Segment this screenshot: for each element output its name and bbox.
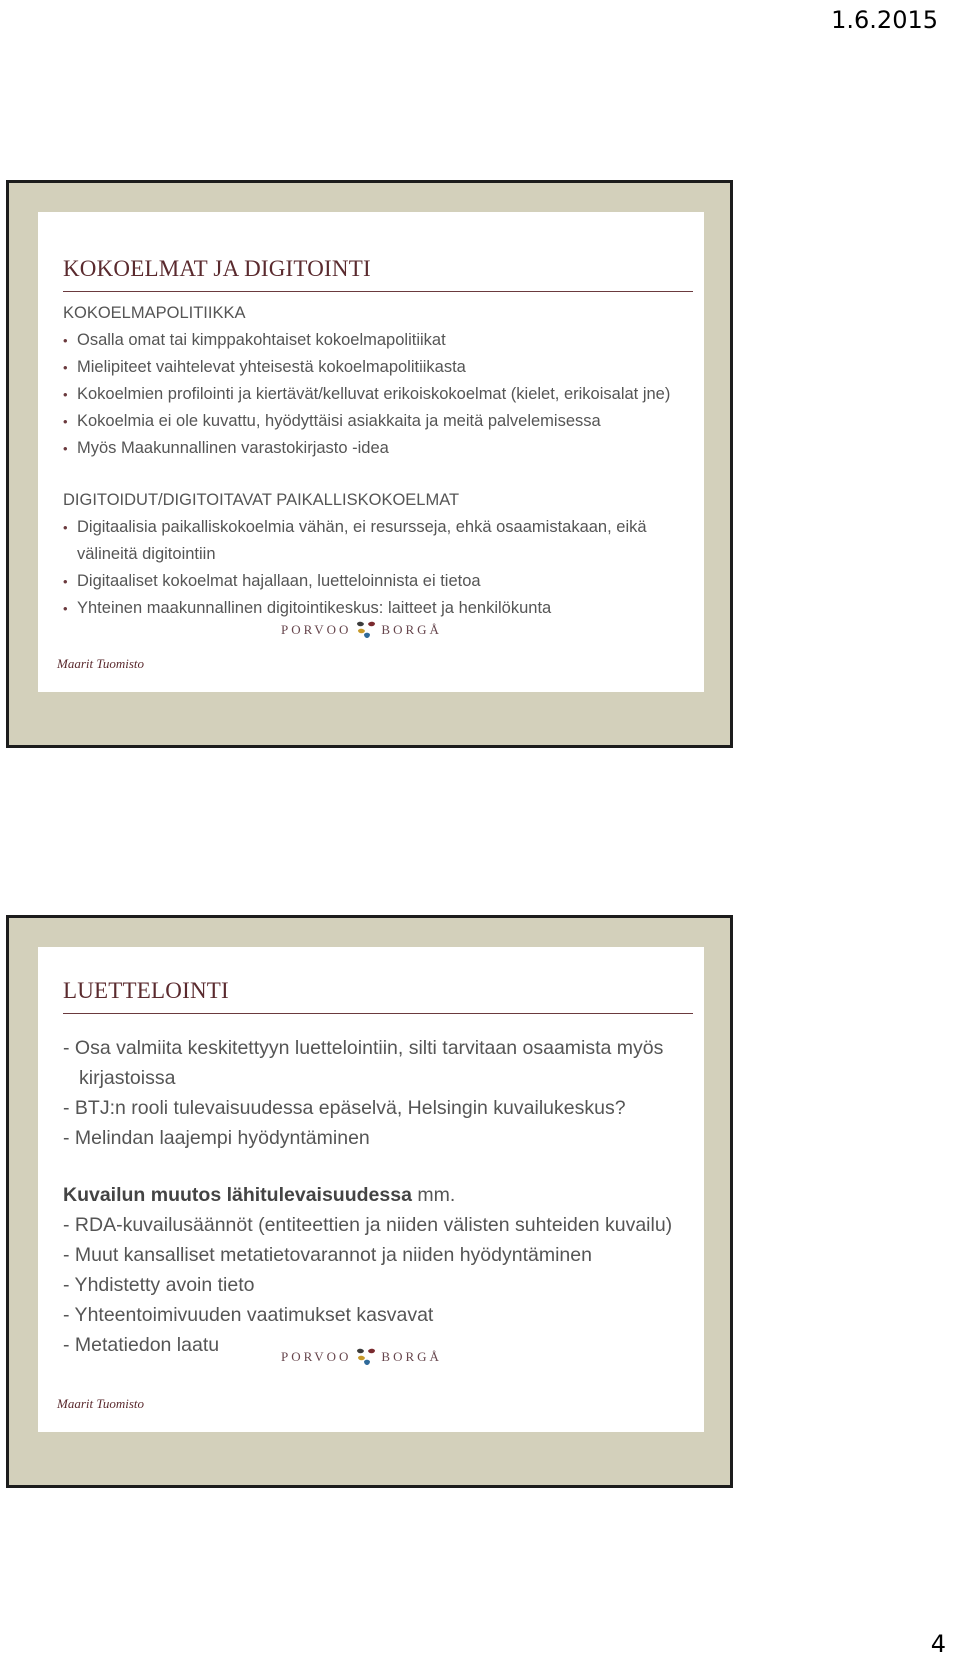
list-item: - Osa valmiita keskitettyyn luettelointiin, silti tarvitaan osaamista myös kirjastoissa bbox=[63, 1037, 664, 1089]
footer-author: Maarit Tuomisto bbox=[57, 1396, 145, 1411]
section-heading-bold: Kuvailun muutos lähitulevaisuudessa bbox=[63, 1184, 412, 1206]
list-item: - Metatiedon laatu bbox=[63, 1334, 220, 1356]
bullet-icon: • bbox=[63, 414, 68, 429]
slide-body bbox=[63, 1033, 684, 1360]
logo-text-borga: BORGÅ bbox=[381, 1349, 442, 1364]
footer-date: 13.2.2015 bbox=[57, 1414, 105, 1428]
page-number: 4 bbox=[930, 1630, 946, 1658]
slide-number: 7 bbox=[683, 664, 690, 679]
logo-text-borga: BORGÅ bbox=[381, 622, 442, 637]
section-heading: DIGITOIDUT/DIGITOITAVAT PAIKALLISKOKOELMAT bbox=[63, 491, 460, 509]
list-item: - Melindan laajempi hyödyntäminen bbox=[63, 1127, 370, 1149]
list-item: - Yhteentoimivuuden vaatimukset kasvavat bbox=[63, 1304, 434, 1326]
bullet-list bbox=[63, 514, 684, 622]
list-item: • Kokoelmien profilointi ja kiertävät/kelluvat erikoiskokoelmat (kielet, erikoisalat jne) bbox=[63, 381, 684, 408]
bullet-icon: • bbox=[63, 601, 68, 616]
list-item: • Myös Maakunnallinen varastokirjasto -idea bbox=[63, 435, 684, 462]
slide-title: KOKOELMAT JA DIGITOINTI bbox=[63, 256, 371, 281]
list-item: • Digitaaliset kokoelmat hajallaan, luetteloinnista ei tietoa bbox=[63, 568, 684, 595]
bullet-list bbox=[63, 327, 684, 462]
slide-content-panel bbox=[38, 212, 704, 692]
section-heading bbox=[63, 1180, 684, 1210]
logo-text-porvoo: PORVOO bbox=[281, 622, 352, 637]
footer-author: Maarit Tuomisto bbox=[57, 656, 145, 671]
list-item: • Digitaalisia paikalliskokoelmia vähän, ei resursseja, ehkä osaamistakaan, eikä välineitä digitointiin bbox=[63, 514, 684, 568]
slide-title: LUETTELOINTI bbox=[63, 978, 229, 1003]
title-rule bbox=[63, 1013, 693, 1014]
list-item: - Muut kansalliset metatietovarannot ja niiden hyödyntäminen bbox=[63, 1244, 592, 1266]
slide-number: 8 bbox=[683, 1403, 690, 1418]
bullet-icon: • bbox=[63, 441, 68, 456]
list-item: • Kokoelmia ei ole kuvattu, hyödyttäisi asiakkaita ja meitä palvelemisessa bbox=[63, 408, 684, 435]
list-item: • Osalla omat tai kimppakohtaiset kokoelmapolitiikat bbox=[63, 327, 684, 354]
list-item: - RDA-kuvailusäännöt (entiteettien ja niiden välisten suhteiden kuvailu) bbox=[63, 1214, 673, 1236]
bullet-icon: • bbox=[63, 360, 68, 375]
page-date: 1.6.2015 bbox=[831, 6, 938, 34]
section-heading: KOKOELMAPOLITIIKKA bbox=[63, 304, 246, 322]
bullet-icon: • bbox=[63, 574, 68, 589]
logo-text-porvoo: PORVOO bbox=[281, 1349, 352, 1364]
bullet-icon: • bbox=[63, 387, 68, 402]
footer-date: 13.2.2015 bbox=[57, 673, 105, 687]
porvoo-borga-logo bbox=[281, 1347, 442, 1367]
section-heading-suffix: mm. bbox=[411, 1184, 456, 1206]
list-item: - BTJ:n rooli tulevaisuudessa epäselvä, Helsingin kuvailukeskus? bbox=[63, 1097, 626, 1119]
slide-7 bbox=[6, 180, 733, 748]
list-item: • Mielipiteet vaihtelevat yhteisestä kokoelmapolitiikasta bbox=[63, 354, 684, 381]
bullet-icon: • bbox=[63, 520, 68, 535]
slide-8 bbox=[6, 915, 733, 1488]
slide-content-panel bbox=[38, 947, 704, 1432]
bullet-icon: • bbox=[63, 333, 68, 348]
list-item: - Yhdistetty avoin tieto bbox=[63, 1274, 255, 1296]
title-rule bbox=[63, 291, 693, 292]
list-item: • Yhteinen maakunnallinen digitointikeskus: laitteet ja henkilökunta bbox=[63, 595, 684, 622]
porvoo-borga-logo bbox=[281, 620, 442, 640]
logo-emblem-icon bbox=[355, 620, 377, 640]
logo-emblem-icon bbox=[355, 1347, 377, 1367]
slide-body bbox=[63, 300, 684, 622]
